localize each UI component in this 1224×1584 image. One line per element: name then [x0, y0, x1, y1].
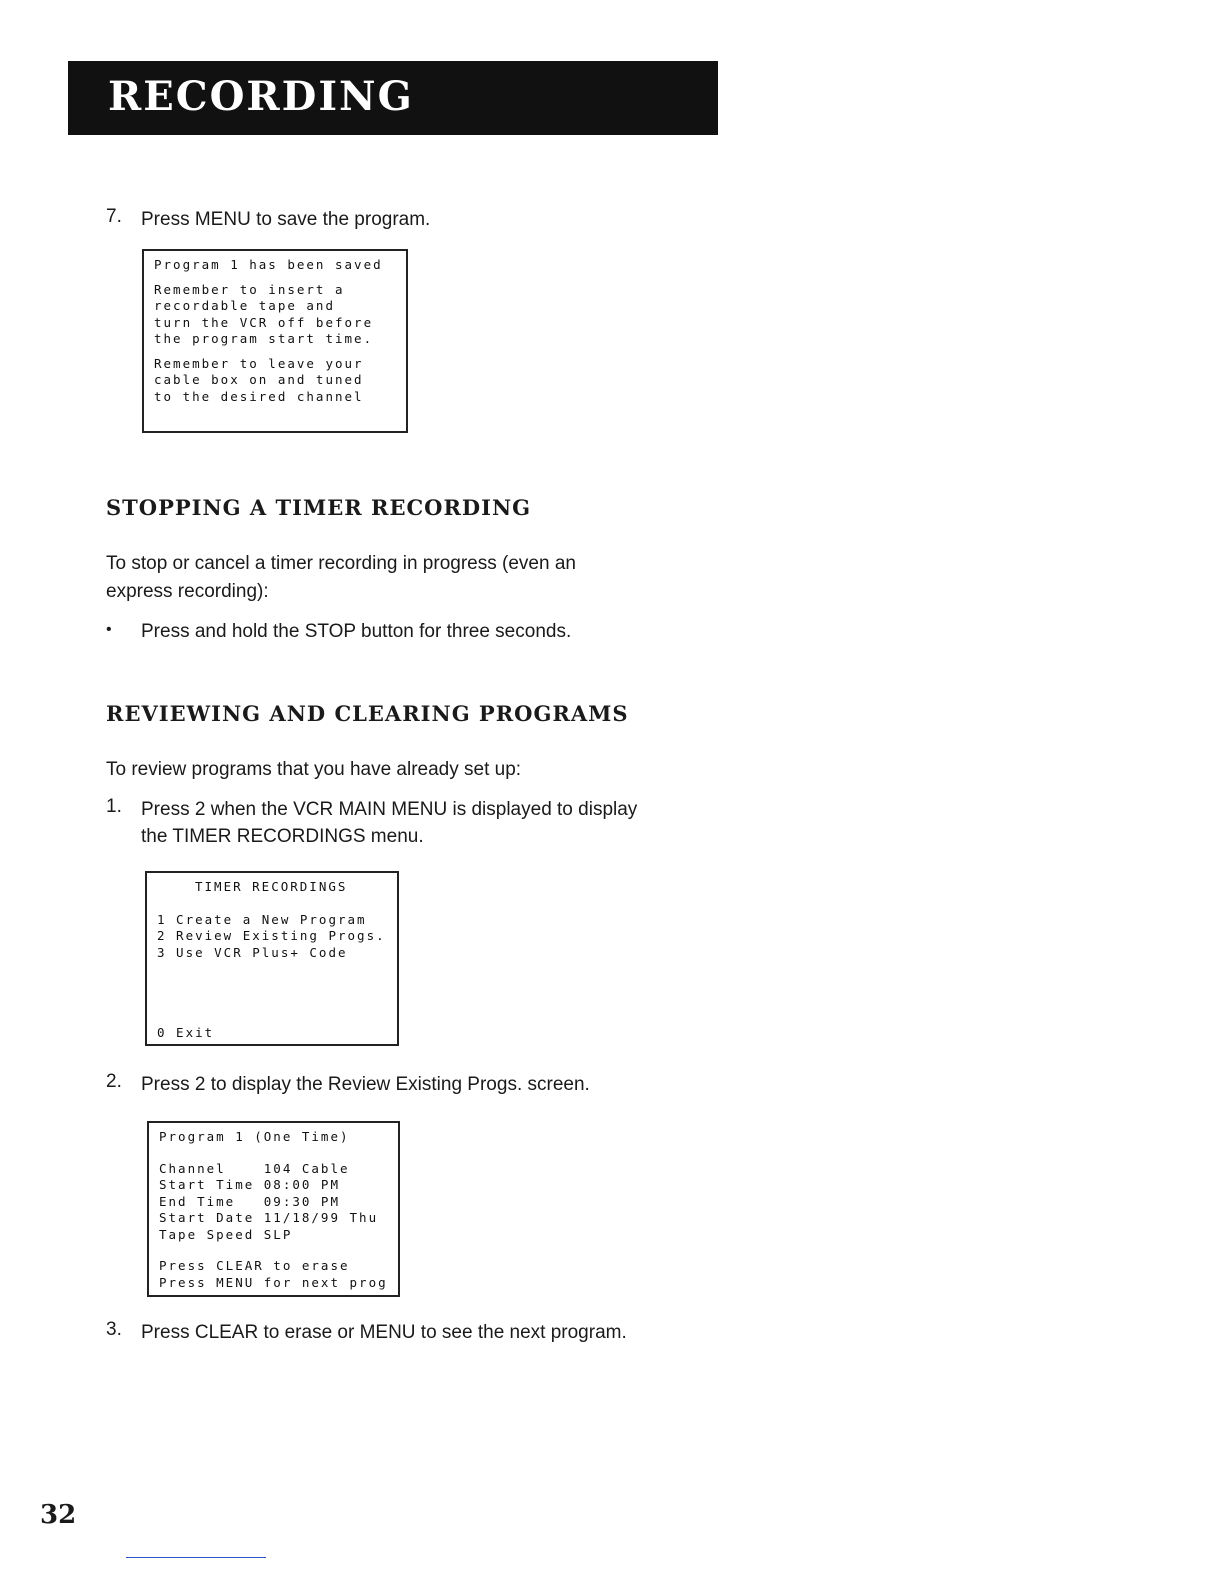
stopping-bullet-text: Press and hold the STOP button for three seconds. [141, 621, 572, 642]
step-1-line-2: the TIMER RECORDINGS menu. [141, 826, 424, 847]
bullet-icon: • [106, 621, 112, 638]
screen-line: Program 1 has been saved [154, 257, 383, 272]
section-banner [68, 61, 718, 135]
step-2-text: Press 2 to display the Review Existing Progs. screen. [141, 1074, 590, 1095]
step-3-number: 3. [106, 1319, 122, 1340]
screen-line: Remember to leave your [154, 355, 364, 371]
channel-row: Channel 104 Cable [159, 1160, 350, 1176]
menu-hint: Press MENU for next prog [159, 1274, 388, 1290]
review-existing-progs-screen [147, 1121, 400, 1297]
step-1-number: 1. [106, 796, 122, 817]
screen-line: the program start time. [154, 331, 374, 346]
menu-item-review: 2 Review Existing Progs. [157, 928, 386, 943]
step-1-line-1: Press 2 when the VCR MAIN MENU is displayed to display [141, 799, 638, 820]
section-title: RECORDING [108, 73, 414, 120]
stopping-intro-line-1: To stop or cancel a timer recording in progress (even an [106, 553, 576, 574]
start-date-row: Start Date 11/18/99 Thu [159, 1210, 379, 1225]
step-7-text: Press MENU to save the program. [141, 209, 431, 230]
clear-hint: Press CLEAR to erase [159, 1258, 350, 1273]
step-7-number: 7. [106, 206, 122, 227]
screen-line: to the desired channel [154, 388, 364, 404]
screen-line: Remember to insert a [154, 281, 345, 297]
stopping-heading: STOPPING A TIMER RECORDING [106, 495, 532, 520]
menu-item-create: 1 Create a New Program [157, 911, 367, 927]
reviewing-heading: REVIEWING AND CLEARING PROGRAMS [106, 701, 629, 726]
menu-item-vcr-plus: 3 Use VCR Plus+ Code [157, 944, 348, 960]
menu-item-exit: 0 Exit [157, 1025, 215, 1040]
stopping-intro-line-2: express recording): [106, 581, 269, 602]
step-2-number: 2. [106, 1071, 122, 1092]
screen-title: TIMER RECORDINGS [195, 879, 348, 894]
tape-speed-row: Tape Speed SLP [159, 1226, 293, 1242]
page-number: 32 [40, 1500, 77, 1530]
start-time-row: Start Time 08:00 PM [159, 1177, 340, 1192]
end-time-row: End Time 09:30 PM [159, 1193, 340, 1209]
timer-recordings-screen [145, 871, 399, 1046]
screen-line: recordable tape and [154, 298, 335, 313]
screen-line: cable box on and tuned [154, 372, 364, 387]
step-3-text: Press CLEAR to erase or MENU to see the next program. [141, 1322, 627, 1343]
program-saved-screen [142, 249, 408, 433]
program-title: Program 1 (One Time) [159, 1129, 350, 1144]
screen-line: turn the VCR off before [154, 314, 374, 330]
reviewing-intro: To review programs that you have already set up: [106, 759, 522, 780]
footer-rule [126, 1557, 266, 1558]
